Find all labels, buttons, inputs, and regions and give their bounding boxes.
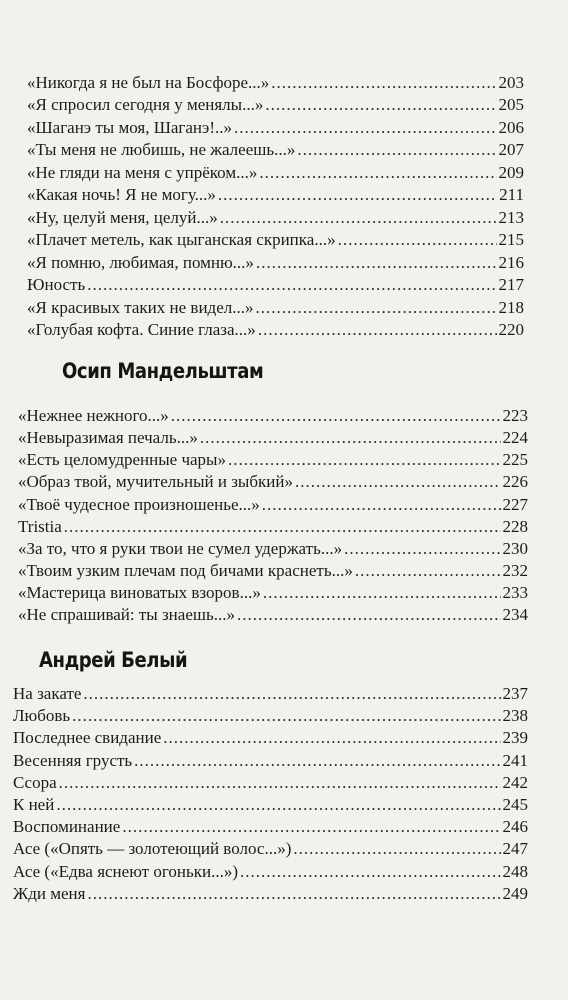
toc-entry[interactable] (27, 139, 524, 161)
toc-entry[interactable] (27, 184, 524, 206)
dot-leader (338, 229, 497, 251)
entry-title: «Есть целомудренные чары» (18, 450, 226, 470)
toc-entry[interactable] (27, 252, 524, 274)
entry-page-number: 230 (502, 538, 528, 558)
dot-leader (228, 449, 501, 471)
entry-page-number: 207 (498, 140, 524, 160)
entry-page-number: 217 (498, 275, 524, 295)
entry-title: Юность (27, 275, 86, 295)
entry-page-number: 246 (502, 817, 528, 837)
dot-leader (237, 604, 501, 626)
dot-leader (64, 516, 501, 538)
entry-page-number: 218 (498, 297, 524, 317)
dot-leader (240, 861, 500, 883)
toc-entry[interactable] (27, 297, 524, 319)
entry-title: «Я спросил сегодня у менялы...» (27, 95, 264, 115)
dot-leader (265, 94, 496, 116)
dot-leader (163, 727, 500, 749)
toc-entry[interactable] (18, 405, 528, 427)
toc-entry[interactable] (27, 72, 524, 94)
entry-title: «Не гляди на меня с упрёком...» (27, 162, 258, 182)
dot-leader (295, 471, 501, 493)
toc-entry[interactable] (13, 705, 528, 727)
entry-page-number: 215 (498, 230, 524, 250)
dot-leader (87, 883, 500, 905)
dot-leader (87, 274, 496, 296)
dot-leader (122, 816, 500, 838)
toc-entry[interactable] (18, 516, 528, 538)
entry-title: «Твоим узким плечам под бичами краснеть...» (18, 561, 353, 581)
entry-page-number: 213 (498, 207, 524, 227)
toc-entry[interactable] (27, 229, 524, 251)
dot-leader (263, 582, 501, 604)
entry-page-number: 241 (502, 750, 528, 770)
entry-title: «Ты меня не любишь, не жалеешь...» (27, 140, 296, 160)
entry-title: «Никогда я не был на Босфоре...» (27, 73, 270, 92)
dot-leader (72, 705, 500, 727)
entry-page-number: 227 (502, 494, 528, 514)
toc-entry[interactable] (18, 494, 528, 516)
dot-leader (293, 838, 500, 860)
toc-entry[interactable] (18, 427, 528, 449)
entry-page-number: 228 (502, 516, 528, 536)
dot-leader (56, 794, 500, 816)
entry-page-number: 205 (498, 95, 524, 115)
entry-title: «Шаганэ ты моя, Шаганэ!..» (27, 117, 232, 137)
dot-leader (218, 184, 497, 206)
toc-entry[interactable] (18, 604, 528, 626)
dot-leader (355, 560, 501, 582)
entry-title: «Я помню, любимая, помню...» (27, 252, 254, 272)
entry-title: «Нежнее нежного...» (18, 406, 169, 425)
toc-entry[interactable] (18, 471, 528, 493)
entry-title: Асе («Едва яснеют огоньки...») (13, 861, 239, 881)
dot-leader (59, 772, 501, 794)
toc-entry[interactable] (13, 794, 528, 816)
entry-title: Весенняя грусть (13, 750, 133, 770)
entry-page-number: 206 (498, 117, 524, 137)
dot-leader (256, 252, 497, 274)
entry-page-number: 249 (502, 883, 528, 903)
entry-title: Tristia (18, 516, 62, 536)
entry-title: К ней (13, 795, 55, 814)
entry-title: Жди меня (13, 883, 86, 903)
entry-page-number: 223 (502, 406, 528, 425)
toc-entry[interactable] (27, 319, 524, 341)
toc-entry[interactable] (27, 117, 524, 139)
toc-entry[interactable] (27, 207, 524, 229)
toc-entry[interactable] (27, 274, 524, 296)
dot-leader (134, 750, 500, 772)
entry-title: «Я красивых таких не видел...» (27, 297, 254, 317)
toc-entry[interactable] (18, 538, 528, 560)
entry-page-number: 216 (498, 252, 524, 272)
entry-title: «Ну, целуй меня, целуй...» (27, 207, 218, 227)
entry-title: «Плачет метель, как цыганская скрипка...» (27, 230, 336, 250)
dot-leader (258, 319, 497, 341)
section-heading: Андрей Белый (39, 648, 188, 672)
entry-page-number: 233 (502, 583, 528, 603)
entry-page-number: 237 (502, 684, 528, 703)
dot-leader (262, 494, 501, 516)
entry-page-number: 224 (502, 428, 528, 448)
toc-entry[interactable] (13, 727, 528, 749)
entry-page-number: 248 (502, 861, 528, 881)
toc-entry[interactable] (18, 582, 528, 604)
entry-title: На закате (13, 684, 82, 703)
entry-page-number: 209 (498, 162, 524, 182)
toc-entry[interactable] (13, 683, 528, 705)
entry-title: «Какая ночь! Я не могу...» (27, 185, 216, 205)
entry-page-number: 232 (502, 561, 528, 581)
dot-leader (200, 427, 501, 449)
entry-title: Любовь (13, 706, 71, 726)
toc-entry[interactable] (27, 162, 524, 184)
toc-entry[interactable] (13, 772, 528, 794)
dot-leader (344, 538, 500, 560)
entry-page-number: 239 (502, 728, 528, 748)
entry-title: «Не спрашивай: ты знаешь...» (18, 605, 235, 625)
dot-leader (234, 117, 497, 139)
entry-page-number: 242 (502, 772, 528, 792)
entry-page-number: 245 (502, 795, 528, 814)
toc-entry[interactable] (13, 883, 528, 905)
entry-page-number: 234 (502, 605, 528, 625)
dot-leader (220, 207, 497, 229)
entry-title: Ссора (13, 772, 57, 792)
entry-title: Асе («Опять — золотеющий волос...») (13, 839, 292, 859)
entry-title: «Невыразимая печаль...» (18, 428, 198, 448)
entry-title: Последнее свидание (13, 728, 162, 748)
dot-leader (271, 72, 496, 94)
dot-leader (297, 139, 496, 161)
toc-entry[interactable] (13, 750, 528, 772)
toc-entry[interactable] (13, 838, 528, 860)
entry-page-number: 226 (502, 472, 528, 492)
dot-leader (171, 405, 501, 427)
toc-entry[interactable] (18, 560, 528, 582)
entry-title: «Голубая кофта. Синие глаза...» (27, 319, 256, 339)
entry-page-number: 247 (502, 839, 528, 859)
dot-leader (83, 683, 500, 705)
dot-leader (255, 297, 496, 319)
toc-entry[interactable] (13, 816, 528, 838)
entry-page-number: 211 (499, 185, 524, 205)
dot-leader (259, 162, 496, 184)
toc-entry[interactable] (13, 861, 528, 883)
entry-page-number: 238 (502, 706, 528, 726)
entry-title: «Мастерица виноватых взоров...» (18, 583, 261, 603)
toc-entry[interactable] (27, 94, 524, 116)
entry-page-number: 203 (498, 73, 524, 92)
entry-page-number: 225 (502, 450, 528, 470)
entry-page-number: 220 (498, 319, 524, 339)
entry-title: «За то, что я руки твои не сумел удержать...» (18, 538, 343, 558)
entry-title: «Образ твой, мучительный и зыбкий» (18, 472, 293, 492)
entry-title: Воспоминание (13, 817, 121, 837)
toc-entry[interactable] (18, 449, 528, 471)
section-heading: Осип Мандельштам (62, 359, 264, 383)
entry-title: «Твоё чудесное произношенье...» (18, 494, 260, 514)
